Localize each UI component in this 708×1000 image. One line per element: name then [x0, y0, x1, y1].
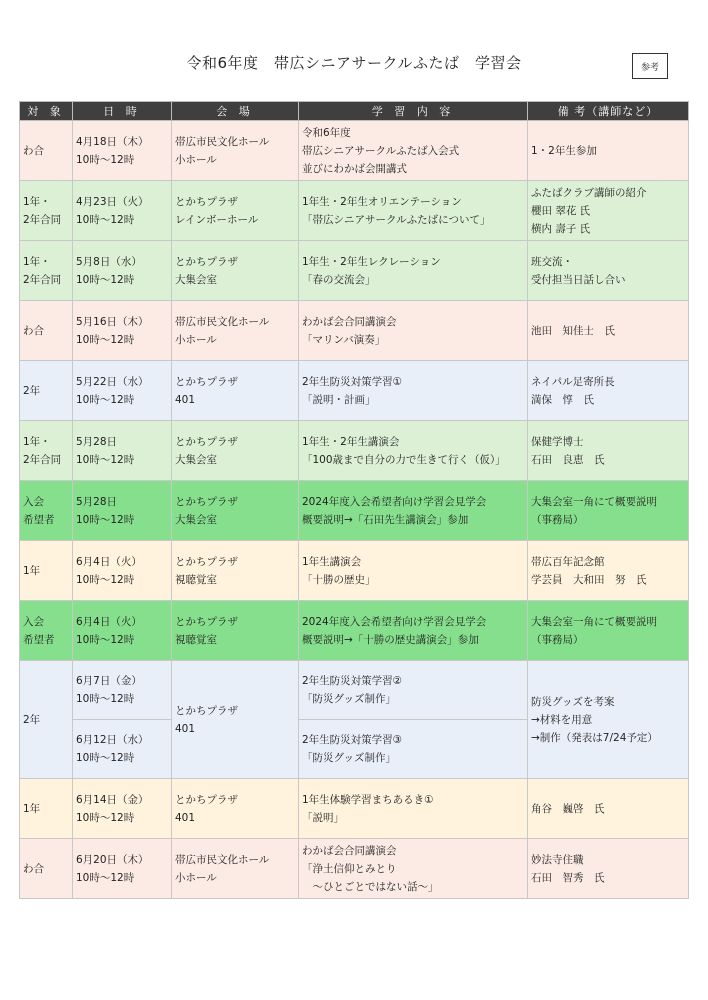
- venue-cell: [172, 301, 299, 361]
- datetime-cell: [73, 421, 172, 481]
- content-cell-line: 1年生体験学習まちあるき①: [302, 793, 434, 806]
- header-venue: 会 場: [172, 102, 299, 121]
- notes-cell-line: 横内 壽子 氏: [531, 222, 591, 235]
- table-row: [20, 839, 689, 899]
- target-cell-line: 1年・: [23, 195, 51, 208]
- venue-cell-line: とかちプラザ: [175, 435, 238, 448]
- datetime-cell-line: 10時～12時: [76, 752, 135, 764]
- notes-cell: [528, 839, 689, 899]
- target-cell-line: 1年: [23, 802, 41, 815]
- content-cell-line: 帯広シニアサークルふたば入会式: [302, 144, 460, 157]
- target-cell: [20, 481, 73, 541]
- notes-cell-line: →材料を用意: [531, 713, 593, 726]
- target-cell-line: 2年合同: [23, 213, 62, 226]
- target-cell-line: 入会: [23, 615, 44, 628]
- notes-cell-line: 大集会室一角にて概要説明: [531, 615, 657, 628]
- content-cell-line: 1年生講演会: [302, 555, 362, 568]
- datetime-cell-line: 6月12日（水）: [76, 734, 149, 746]
- target-cell-line: 希望者: [23, 633, 55, 646]
- datetime-cell: [73, 541, 172, 601]
- datetime-cell-line: 10時～12時: [76, 693, 135, 705]
- datetime-cell-line: 10時～12時: [76, 213, 135, 226]
- header-notes: 備 考（講師など）: [528, 102, 689, 121]
- datetime-cell-line: 6月4日（火）: [76, 555, 142, 568]
- target-cell: [20, 601, 73, 661]
- venue-cell-line: 401: [175, 811, 196, 824]
- datetime-cell-line: 6月7日（金）: [76, 675, 142, 687]
- table-row: [20, 301, 689, 361]
- venue-cell-line: とかちプラザ: [175, 555, 238, 568]
- venue-cell-line: 小ホール: [175, 871, 217, 884]
- datetime-cell: [73, 720, 172, 779]
- datetime-cell: [73, 361, 172, 421]
- table-row: [20, 661, 689, 720]
- notes-cell-line: 防災グッズを考案: [531, 695, 615, 708]
- venue-cell-line: 401: [175, 722, 196, 735]
- content-cell-line: わかば会合同講演会: [302, 844, 397, 857]
- notes-cell-line: 大集会室一角にて概要説明: [531, 495, 657, 508]
- content-cell-line: 「防災グッズ制作」: [302, 693, 396, 705]
- venue-cell-line: とかちプラザ: [175, 615, 238, 628]
- datetime-cell-line: 10時～12時: [76, 333, 135, 346]
- content-cell-line: ～ひとごとではない話～」: [302, 880, 439, 893]
- content-cell-line: 「浄土信仰とみとり: [302, 862, 397, 875]
- schedule-table: [19, 101, 689, 899]
- venue-cell-line: 小ホール: [175, 333, 217, 346]
- notes-cell-line: 学芸員 大和田 努 氏: [531, 573, 647, 586]
- notes-cell: [528, 121, 689, 181]
- venue-cell: [172, 481, 299, 541]
- notes-cell: [528, 661, 689, 779]
- target-cell: [20, 779, 73, 839]
- datetime-cell: [73, 181, 172, 241]
- venue-cell-line: 帯広市民文化ホール: [175, 135, 270, 148]
- target-cell: [20, 541, 73, 601]
- datetime-cell-line: 5月22日（水）: [76, 375, 149, 388]
- content-cell-line: 2年生防災対策学習③: [302, 734, 403, 746]
- datetime-cell-line: 6月4日（火）: [76, 615, 142, 628]
- content-cell: [299, 839, 528, 899]
- datetime-cell-line: 6月20日（木）: [76, 853, 149, 866]
- notes-cell: [528, 301, 689, 361]
- table-row: [20, 241, 689, 301]
- notes-cell-line: 1・2年生参加: [531, 144, 597, 157]
- target-cell-line: 2年合同: [23, 453, 62, 466]
- datetime-cell: [73, 661, 172, 720]
- venue-cell-line: とかちプラザ: [175, 495, 238, 508]
- content-cell-line: 2年生防災対策学習①: [302, 375, 403, 388]
- content-cell-line: 「マリンバ演奏」: [302, 333, 386, 346]
- content-cell-line: 「春の交流会」: [302, 273, 376, 286]
- notes-cell: [528, 779, 689, 839]
- target-cell: [20, 241, 73, 301]
- datetime-cell-line: 10時～12時: [76, 453, 135, 466]
- target-cell-line: 希望者: [23, 513, 55, 526]
- content-cell: [299, 361, 528, 421]
- table-row: [20, 481, 689, 541]
- target-cell: [20, 421, 73, 481]
- datetime-cell: [73, 779, 172, 839]
- target-cell: [20, 661, 73, 779]
- notes-cell: [528, 421, 689, 481]
- notes-cell: [528, 181, 689, 241]
- content-cell: [299, 601, 528, 661]
- target-cell-line: 2年: [23, 384, 41, 397]
- content-cell: [299, 541, 528, 601]
- notes-cell-line: 保健学博士: [531, 435, 584, 448]
- venue-cell-line: とかちプラザ: [175, 255, 238, 268]
- table-row: [20, 541, 689, 601]
- target-cell-line: 1年・: [23, 255, 51, 268]
- notes-cell-line: 石田 智秀 氏: [531, 871, 605, 884]
- notes-cell: [528, 601, 689, 661]
- venue-cell-line: 小ホール: [175, 153, 217, 166]
- datetime-cell: [73, 301, 172, 361]
- target-cell-line: わ合: [23, 862, 44, 875]
- datetime-cell: [73, 481, 172, 541]
- content-cell-line: 概要説明→「十勝の歴史講演会」参加: [302, 633, 479, 646]
- table-row: [20, 421, 689, 481]
- content-cell: [299, 421, 528, 481]
- content-cell-line: 概要説明→「石田先生講演会」参加: [302, 513, 469, 526]
- venue-cell-line: とかちプラザ: [175, 195, 238, 208]
- notes-cell: [528, 481, 689, 541]
- notes-cell: [528, 541, 689, 601]
- venue-cell: [172, 601, 299, 661]
- venue-cell: [172, 241, 299, 301]
- venue-cell-line: 視聴覚室: [175, 633, 217, 646]
- content-cell-line: 「説明」: [302, 811, 344, 824]
- target-cell: [20, 839, 73, 899]
- venue-cell-line: 401: [175, 393, 196, 406]
- header-datetime: 日 時: [73, 102, 172, 121]
- venue-cell: [172, 181, 299, 241]
- content-cell: [299, 301, 528, 361]
- content-cell: [299, 481, 528, 541]
- target-cell: [20, 301, 73, 361]
- notes-cell-line: （事務局）: [531, 513, 584, 526]
- venue-cell-line: 大集会室: [175, 273, 217, 286]
- venue-cell-line: とかちプラザ: [175, 704, 238, 717]
- notes-cell-line: ふたばクラブ講師の紹介: [531, 186, 647, 199]
- content-cell: [299, 241, 528, 301]
- content-cell-line: 令和6年度: [302, 126, 351, 139]
- venue-cell: [172, 421, 299, 481]
- content-cell-line: 「帯広シニアサークルふたばについて」: [302, 213, 491, 226]
- venue-cell-line: とかちプラザ: [175, 375, 238, 388]
- content-cell-line: 「説明・計画」: [302, 393, 376, 406]
- reference-stamp: 参考: [632, 53, 668, 79]
- venue-cell: [172, 361, 299, 421]
- notes-cell-line: 受付担当日話し合い: [531, 273, 626, 286]
- venue-cell: [172, 839, 299, 899]
- datetime-cell-line: 10時～12時: [76, 573, 135, 586]
- notes-cell-line: 池田 知佳士 氏: [531, 324, 615, 337]
- content-cell: [299, 181, 528, 241]
- datetime-cell-line: 10時～12時: [76, 153, 135, 166]
- target-cell-line: 1年: [23, 564, 41, 577]
- datetime-cell-line: 6月14日（金）: [76, 793, 149, 806]
- target-cell-line: 2年: [23, 713, 41, 726]
- notes-cell-line: →制作（発表は7/24予定）: [531, 731, 658, 744]
- page-title: 令和6年度 帯広シニアサークルふたば 学習会: [186, 54, 522, 72]
- target-cell: [20, 181, 73, 241]
- datetime-cell-line: 10時～12時: [76, 811, 135, 824]
- target-cell: [20, 121, 73, 181]
- venue-cell: [172, 661, 299, 779]
- venue-cell: [172, 121, 299, 181]
- datetime-cell-line: 10時～12時: [76, 393, 135, 406]
- venue-cell-line: 大集会室: [175, 513, 217, 526]
- datetime-cell-line: 5月8日（水）: [76, 255, 142, 268]
- target-cell: [20, 361, 73, 421]
- notes-cell-line: （事務局）: [531, 633, 584, 646]
- datetime-cell: [73, 121, 172, 181]
- notes-cell-line: 班交流・: [531, 255, 573, 268]
- venue-cell-line: とかちプラザ: [175, 793, 238, 806]
- table-row: [20, 181, 689, 241]
- datetime-cell: [73, 241, 172, 301]
- content-cell-line: 並びにわかば会開講式: [302, 162, 407, 175]
- datetime-cell: [73, 601, 172, 661]
- content-cell: [299, 720, 528, 779]
- datetime-cell: [73, 839, 172, 899]
- datetime-cell-line: 4月23日（火）: [76, 195, 149, 208]
- target-cell-line: 1年・: [23, 435, 51, 448]
- content-cell-line: 「防災グッズ制作」: [302, 752, 396, 764]
- target-cell-line: わ合: [23, 324, 44, 337]
- venue-cell: [172, 541, 299, 601]
- content-cell-line: 1年生・2年生レクレーション: [302, 255, 441, 268]
- content-cell-line: 2年生防災対策学習②: [302, 675, 403, 687]
- venue-cell-line: レインボーホール: [175, 213, 259, 226]
- content-cell-line: 1年生・2年生講演会: [302, 435, 400, 448]
- notes-cell: [528, 241, 689, 301]
- notes-cell-line: 満保 惇 氏: [531, 393, 594, 406]
- notes-cell-line: ネイパル足寄所長: [531, 375, 615, 388]
- content-cell-line: わかば会合同講演会: [302, 315, 397, 328]
- content-cell-line: 「100歳まで自分の力で生きて行く（仮）」: [302, 453, 506, 466]
- venue-cell-line: 帯広市民文化ホール: [175, 315, 270, 328]
- venue-cell: [172, 779, 299, 839]
- datetime-cell-line: 5月28日: [76, 435, 118, 448]
- content-cell-line: 2024年度入会希望者向け学習会見学会: [302, 615, 487, 628]
- content-cell: [299, 121, 528, 181]
- notes-cell-line: 妙法寺住職: [531, 853, 584, 866]
- header-target: 対 象: [20, 102, 73, 121]
- content-cell-line: 1年生・2年生オリエンテーション: [302, 195, 462, 208]
- venue-cell-line: 大集会室: [175, 453, 217, 466]
- venue-cell-line: 視聴覚室: [175, 573, 217, 586]
- table-row: [20, 601, 689, 661]
- target-cell-line: 入会: [23, 495, 44, 508]
- target-cell-line: 2年合同: [23, 273, 62, 286]
- table-row: [20, 779, 689, 839]
- datetime-cell-line: 10時～12時: [76, 633, 135, 646]
- datetime-cell-line: 10時～12時: [76, 513, 135, 526]
- notes-cell-line: 櫻田 翠花 氏: [531, 204, 591, 217]
- datetime-cell-line: 10時～12時: [76, 273, 135, 286]
- header-content: 学 習 内 容: [299, 102, 528, 121]
- table-row: [20, 361, 689, 421]
- target-cell-line: わ合: [23, 144, 44, 157]
- venue-cell-line: 帯広市民文化ホール: [175, 853, 270, 866]
- datetime-cell-line: 4月18日（木）: [76, 135, 149, 148]
- notes-cell-line: 石田 良恵 氏: [531, 453, 605, 466]
- notes-cell-line: 角谷 巍啓 氏: [531, 802, 605, 815]
- content-cell-line: 「十勝の歴史」: [302, 573, 376, 586]
- notes-cell-line: 帯広百年記念館: [531, 555, 605, 568]
- content-cell: [299, 661, 528, 720]
- content-cell: [299, 779, 528, 839]
- datetime-cell-line: 10時～12時: [76, 871, 135, 884]
- content-cell-line: 2024年度入会希望者向け学習会見学会: [302, 495, 487, 508]
- datetime-cell-line: 5月28日: [76, 495, 118, 508]
- table-header-row: [20, 102, 689, 121]
- notes-cell: [528, 361, 689, 421]
- datetime-cell-line: 5月16日（木）: [76, 315, 149, 328]
- table-row: [20, 121, 689, 181]
